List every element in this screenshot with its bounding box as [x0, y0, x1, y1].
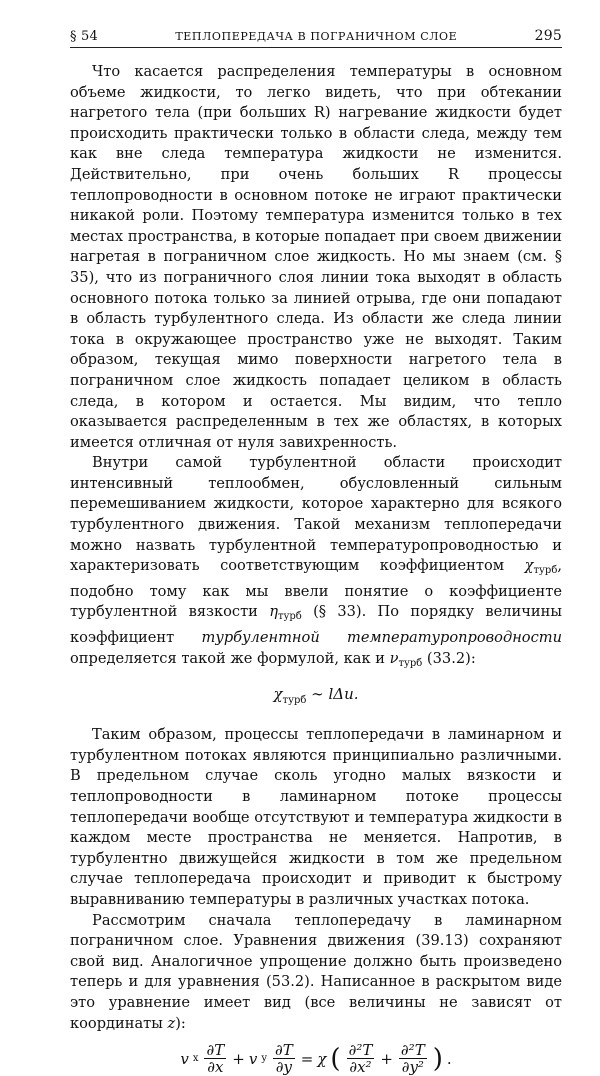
- frac4-num: ∂²T: [400, 1041, 425, 1060]
- frac1-den: ∂x: [207, 1058, 224, 1076]
- frac2-num: ∂T: [274, 1041, 293, 1060]
- eq2-vx-sub: x: [192, 1053, 199, 1065]
- fraction-d2T-dx2: [347, 1042, 375, 1075]
- running-title: ТЕПЛОПЕРЕДАЧА В ПОГРАНИЧНОМ СЛОЕ: [175, 30, 458, 43]
- paragraph-2-text-c: (§ 33). По порядку величины коэффициент: [70, 603, 562, 647]
- eta-subscript: турб: [277, 611, 302, 623]
- paragraph-4-text-a: Рассмотрим сначала теплопередачу в ламинарном пограничном слое. Уравнения движения (39.13) сохраняют свой вид. Аналогичное упрощение должно быть произведено теперь и для уравнения (53.2). Написанное в раскрытом виде это уравнение имеет вид (все величины не зависят от координаты: [70, 911, 562, 1032]
- fraction-dT-dx: [204, 1042, 226, 1075]
- nu-symbol: ν: [389, 649, 399, 667]
- fraction-d2T-dy2: [399, 1042, 427, 1075]
- eq2-equals: =: [300, 1049, 314, 1068]
- chi-symbol: χ: [524, 557, 534, 575]
- eq1-rest: ∼ lΔu.: [306, 685, 359, 704]
- paragraph-2-text-e: (33.2):: [422, 649, 476, 667]
- chi-subscript: турб: [533, 565, 558, 577]
- coordinate-z: z: [167, 1014, 176, 1032]
- frac1-num: ∂T: [206, 1041, 225, 1060]
- book-page: [70, 28, 562, 1075]
- eq1-chi: χ: [273, 685, 283, 704]
- running-header: [70, 28, 562, 48]
- page-body: [70, 62, 562, 1075]
- frac3-den: ∂x²: [349, 1058, 372, 1076]
- paragraph-3: Таким образом, процессы теплопередачи в ламинарном и турбулентном потоках являются принципиально различными. В предельном случае сколь угодно малых вязкости и теплопроводности в ламинарном потоке процессы теплопередачи вообще отсутствуют и температура жидкости в каждом месте пространства не меняется. Напротив, в турбулентно движущейся жидкости в том же предельном случае теплопередача происходит и приводит к быстрому выравниванию температуры в различных участках потока.: [70, 726, 562, 908]
- eq2-right-paren: ): [432, 1043, 443, 1074]
- paragraph-4: [70, 911, 562, 1035]
- frac3-num: ∂²T: [348, 1041, 373, 1060]
- frac2-den: ∂y: [275, 1058, 292, 1076]
- eq2-plus-1: +: [232, 1049, 245, 1068]
- eq2-period: .: [446, 1049, 452, 1068]
- paragraph-2-text-b: , подобно тому как мы ввели понятие о коэффициенте турбулентной вязкости: [70, 557, 562, 621]
- equation-chi-turb: [70, 682, 562, 713]
- paragraph-2: [70, 453, 562, 674]
- paragraph-1: Что касается распределения температуры в основном объеме жидкости, то легко видеть, что при обтекании нагретого тела (при больших R) нагревание жидкости будет происходить практически только в области следа, между тем как вне следа температура жидкости не изменится. Действительно, при очень больших R процессы теплопроводности в основном потоке не играют практически никакой роли. Поэтому температура изменится только в тех местах пространства, в которые попадает при своем движении нагретая в пограничном слое жидкость. Но мы знаем (см. § 35), что из пограничного слоя линии тока выходят в область основного потока только за линией отрыва, где они попадают в область турбулентного следа. Из области же следа линии тока в окружающее пространство уже не выходят. Таким образом, текущая мимо поверхности нагретого тела в пограничном слое жидкость попадает целиком в область следа, в котором и остается. Мы видим, что тепло оказывается распределенным в тех же областях, в которых имеется отличная от нуля завихренность.: [70, 63, 562, 451]
- eq2-left-paren: (: [330, 1043, 341, 1074]
- paragraph-4-text-b: ):: [175, 1014, 186, 1032]
- eq2-vx: v: [180, 1049, 189, 1068]
- eq1-subscript: турб: [282, 695, 307, 707]
- section-number: § 54: [70, 29, 98, 44]
- eq2-vy-sub: y: [261, 1053, 267, 1065]
- paragraph-2-text-a: Внутри самой турбулентной области происходит интенсивный теплообмен, обусловленный сильным перемешиванием жидкости, которое характерно для всякого турбулентного движения. Такой механизм теплопередачи можно назвать турбулентной температуропроводностью и характеризовать соответствующим коэффициентом: [70, 454, 562, 575]
- paragraph-2-text-d: определяется такой же формулой, как и: [70, 649, 390, 667]
- nu-subscript: турб: [398, 657, 423, 669]
- fraction-dT-dy: [273, 1042, 295, 1075]
- eq2-vy: v: [248, 1049, 258, 1068]
- eq2-plus-2: +: [380, 1049, 393, 1068]
- eta-symbol: η: [269, 603, 278, 621]
- equation-heat-boundary-layer: [70, 1042, 562, 1075]
- paragraph-2-italic-term: турбулентной температуропроводности: [201, 629, 562, 647]
- frac4-den: ∂y²: [401, 1058, 424, 1076]
- page-number: 295: [534, 28, 562, 44]
- eq2-chi: χ: [317, 1049, 327, 1068]
